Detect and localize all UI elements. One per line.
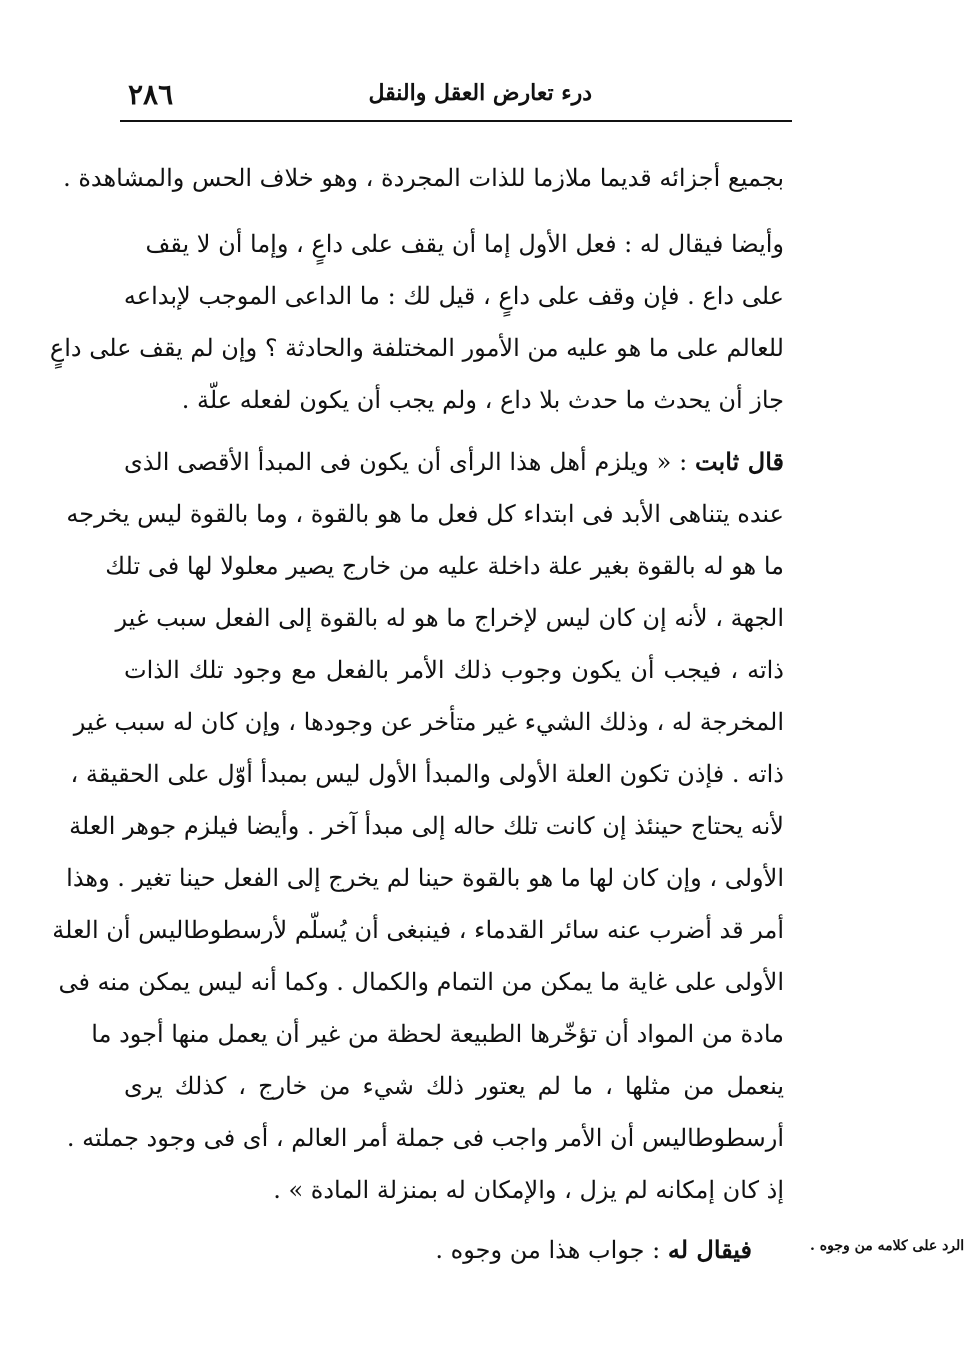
text-line: ذاته ، فيجب أن يكون وجوب ذلك الأمر بالفعل مع وجود تلك الذات [124, 656, 784, 684]
speaker-label: فيقال له [667, 1235, 752, 1264]
text-line: مادة من المواد أن تؤخّرها الطبيعة لحظة من غير أن يعمل منها أجود ما [91, 1020, 784, 1048]
text-line: الجهة ، لأنه إن كان ليس لإخراج ما هو له بالقوة إلى الفعل سبب غير [115, 604, 784, 632]
text-line [124, 442, 784, 482]
margin-note: الرد على كلامه من وجوه . [810, 1238, 964, 1254]
text-span: : جواب هذا من وجوه . [435, 1236, 661, 1264]
running-title: درء تعارض العقل والنقل [368, 80, 592, 106]
text-line: بجميع أجزائه قديما ملازما للذات المجردة ، وهو خلاف الحس والمشاهدة . [63, 164, 784, 192]
text-span: : « ويلزم أهل هذا الرأى أن يكون فى المبدأ الأقصى الذى [124, 448, 688, 476]
text-line: عنده يتناهى الأبد فى ابتداء كل فعل ما هو بالقوة ، وما بالقوة ليس يخرجه [66, 500, 784, 528]
page-header [120, 72, 792, 124]
text-line: إذ كان إمكانه لم يزل ، والإمكان له بمنزلة المادة » . [273, 1176, 784, 1204]
text-line: على داع . فإن وقف على داعٍ ، قيل لك : ما الداعى الموجب لإبداعه [123, 282, 784, 310]
text-line: الأولى ، وإن كان لها ما هو بالقوة حينا لم يخرج إلى الفعل حينا تغير . وهذا [66, 864, 784, 892]
text-line: ذاته . فإذن تكون العلة الأولى والمبدأ الأول ليس بمبدأ أوّل على الحقيقة ، [70, 760, 784, 788]
page-number: ٢٨٦ [128, 78, 174, 111]
text-line: جاز أن يحدث ما حدث بلا داع ، ولم يجب أن يكون لفعله علّة . [181, 386, 784, 414]
text-line: المخرجة له ، وذلك الشيء غير متأخر عن وجودها ، وإن كان له سبب غير [73, 708, 784, 736]
text-line: للعالم على ما هو عليه من الأمور المختلفة والحادثة ؟ وإن لم يقف على داعٍ [49, 334, 784, 362]
text-line [124, 1230, 752, 1270]
text-line: أرسطوطاليس أن الأمر واجب فى جملة أمر العالم ، أى فى وجود جملته . [66, 1124, 784, 1152]
text-line: أمر قد أضرب عنه سائر القدماء ، فينبغى أن يُسلّم لأرسطوطاليس أن العلة [52, 916, 784, 944]
header-rule [120, 120, 792, 122]
text-line: الأولى على غاية ما يمكن من التمام والكمال . وكما أنه ليس يمكن منه فى [58, 968, 784, 996]
speaker-label: قال ثابت [694, 447, 784, 476]
text-line: ينعمل من مثلها ، ما لم يعتور ذلك شيء من خارج ، كذلك يرى [124, 1072, 784, 1100]
text-line: لأنه يحتاج حينئذ إن كانت تلك حاله إلى مبدأ آخر . وأيضا فيلزم جوهر العلة [69, 812, 784, 840]
text-line: وأيضا فيقال له : فعل الأول إما أن يقف على داعٍ ، وإما أن لا يقف [145, 230, 784, 258]
text-line: ما هو له بالقوة بغير علة داخلة عليه من خارج يصير معلولا لها فى تلك [105, 552, 784, 580]
